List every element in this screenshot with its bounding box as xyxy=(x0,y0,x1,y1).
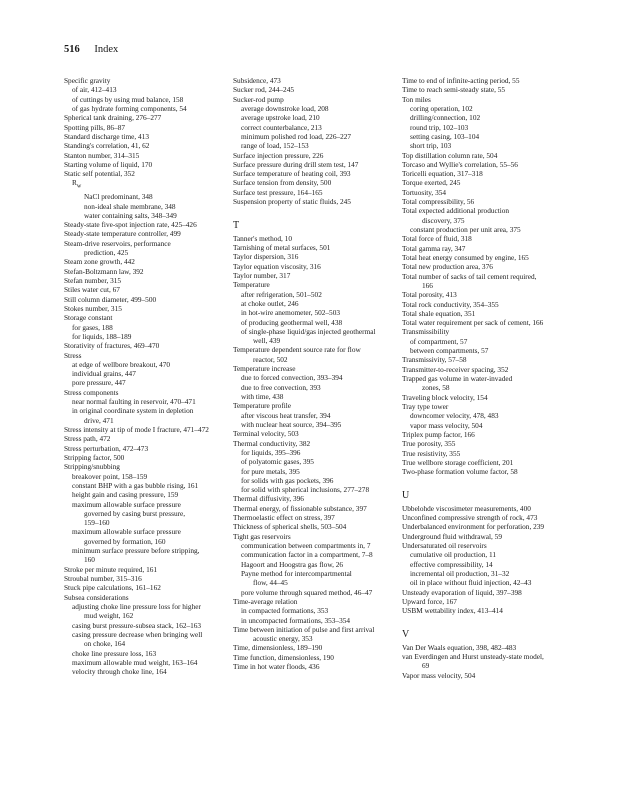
index-entry: Total rock conductivity, 354–355 xyxy=(402,299,499,309)
index-entry: Still column diameter, 499–500 xyxy=(64,294,157,304)
index-subentry: velocity through choke line, 164 xyxy=(72,667,167,677)
index-subentry: height gain and casing pressure, 159 xyxy=(72,490,179,500)
index-entry: Tray type tower xyxy=(402,401,449,411)
page-header xyxy=(64,44,118,55)
index-entry: Taylor equation viscosity, 316 xyxy=(233,261,321,271)
index-subentry: casing burst pressure-subsea stack, 162–163 xyxy=(72,620,202,630)
index-entry: Stroubal number, 315–316 xyxy=(64,574,142,584)
index-entry: Time, dimensionless, 189–190 xyxy=(233,643,323,653)
index-entry: Traveling block velocity, 154 xyxy=(402,392,488,402)
index-subentry: prediction, 425 xyxy=(84,248,129,258)
index-subentry: of gas hydrate forming components, 54 xyxy=(72,103,187,113)
index-entry: Steam zone growth, 442 xyxy=(64,257,135,267)
index-subentry: after refrigeration, 501–502 xyxy=(241,289,322,299)
index-entry: Storage constant xyxy=(64,313,113,323)
index-entry: Torcaso and Wyllie's correlation, 55–56 xyxy=(402,159,518,169)
index-subentry: incremental oil production, 31–32 xyxy=(410,568,510,578)
index-entry: Unsteady evaporation of liquid, 397–398 xyxy=(402,587,522,597)
index-entry: Spherical tank draining, 276–277 xyxy=(64,113,162,123)
index-entry: Transmitter-to-receiver spacing, 352 xyxy=(402,364,509,374)
index-entry: Total porosity, 413 xyxy=(402,290,457,300)
index-subentry: drive, 471 xyxy=(84,415,114,425)
index-subentry: Hagoort and Hoogstra gas flow, 26 xyxy=(241,559,344,569)
index-entry: Thermal diffusivity, 396 xyxy=(233,494,304,504)
index-subentry: maximum allowable surface pressure xyxy=(72,499,181,509)
index-entry: Vapor mass velocity, 504 xyxy=(402,670,476,680)
index-entry: Stuck pipe calculations, 161–162 xyxy=(64,583,161,593)
index-entry: Ubbelohde viscosimeter measurements, 400 xyxy=(402,503,531,513)
index-entry: Stiles water cut, 67 xyxy=(64,285,120,295)
page-number: 516 xyxy=(64,44,80,55)
index-subentry: communication factor in a compartment, 7–8 xyxy=(241,550,373,560)
index-subentry: near normal faulting in reservoir, 470–471 xyxy=(72,397,196,407)
index-subentry: communication between compartments in, 7 xyxy=(241,541,371,550)
index-subentry: reactor, 502 xyxy=(253,354,288,364)
index-subentry: zones, 58 xyxy=(422,383,450,393)
index-subentry: average upstroke load, 210 xyxy=(241,113,320,123)
index-subentry: for liquids, 188–189 xyxy=(72,331,132,341)
index-entry: Undersaturated oil reservoirs xyxy=(402,541,487,550)
index-entry: Temperature xyxy=(233,280,270,290)
index-subentry: of polyatomic gases, 395 xyxy=(241,457,314,467)
index-entry: Tortuosity, 354 xyxy=(402,187,447,197)
index-subentry: casing pressure decrease when bringing well xyxy=(72,629,203,639)
index-subentry: on choke, 164 xyxy=(84,639,126,649)
index-entry: Sucker-rod pump xyxy=(233,94,284,104)
index-entry: Surface pressure during drill stem test, 147 xyxy=(233,159,359,169)
index-entry: Total heat energy consumed by engine, 165 xyxy=(402,252,529,262)
index-subentry: in compacted formations, 353 xyxy=(241,606,329,616)
index-entry: Temperature dependent source rate for flow xyxy=(233,345,361,355)
index-subentry: adjusting choke line pressure loss for higher xyxy=(72,601,201,611)
index-entry: Total compressibility, 56 xyxy=(402,197,475,207)
index-entry: Stroke per minute required, 161 xyxy=(64,564,158,574)
index-entry: Stress xyxy=(64,350,82,360)
index-entry: Time to end of infinite-acting period, 55 xyxy=(402,76,520,85)
index-entry: Triplex pump factor, 166 xyxy=(402,429,475,439)
index-entry: Total gamma ray, 347 xyxy=(402,243,466,253)
index-entry: Taylor number, 317 xyxy=(233,270,291,280)
index-entry: Unconfined compressive strength of rock, 473 xyxy=(402,513,538,523)
index-subentry: NaCl predominant, 348 xyxy=(84,192,153,202)
index-subentry: maximum allowable mud weight, 163–164 xyxy=(72,657,198,667)
index-subentry: cumulative oil production, 11 xyxy=(410,550,497,560)
index-subentry: mud weight, 162 xyxy=(84,611,134,621)
section-letter: U xyxy=(402,489,410,501)
index-subentry: after viscous heat transfer, 394 xyxy=(241,410,331,420)
index-subentry: with nuclear heat source, 394–395 xyxy=(241,419,342,429)
index-entry: Steam-drive reservoirs, performance xyxy=(64,238,171,248)
index-subentry: for pure metals, 395 xyxy=(241,466,300,476)
index-entry: Upward force, 167 xyxy=(402,596,457,606)
index-subentry: at choke outlet, 246 xyxy=(241,298,299,308)
index-subentry: non-ideal shale membrane, 348 xyxy=(84,201,176,211)
index-entry: Trapped gas volume in water-invaded xyxy=(402,374,513,383)
index-subentry: drilling/connection, 102 xyxy=(410,113,481,123)
index-entry: Toricelli equation, 317–318 xyxy=(402,169,483,179)
index-entry: Stress intensity at tip of mode I fracture, 471–472 xyxy=(64,425,209,435)
index-subentry: in original coordinate system in depletion xyxy=(72,406,194,416)
index-subentry: $R_w$ xyxy=(72,178,82,190)
index-subentry: 160 xyxy=(84,555,95,565)
index-subentry: due to free convection, 393 xyxy=(241,382,321,392)
index-entry: Stanton number, 314–315 xyxy=(64,150,140,160)
index-subentry: constant production per unit area, 375 xyxy=(410,225,521,234)
index-subentry: for liquids, 395–396 xyxy=(241,447,301,457)
index-entry: Stripping factor, 500 xyxy=(64,452,125,462)
index-entry: Total water requirement per sack of cement, 166 xyxy=(402,318,544,328)
index-entry: Total expected additional production xyxy=(402,206,510,216)
index-entry: Standing's correlation, 41, 62 xyxy=(64,141,150,151)
index-entry: Total new production area, 376 xyxy=(402,262,493,272)
index-entry: Temperature increase xyxy=(233,364,296,374)
section-spacer xyxy=(233,206,401,215)
index-entry: Time to reach semi-steady state, 55 xyxy=(402,85,506,95)
index-entry: Spotting pills, 86–87 xyxy=(64,122,126,132)
index-entry: Tight gas reservoirs xyxy=(233,531,291,541)
index-subentry: effective compressibility, 14 xyxy=(410,559,493,569)
index-entry: Steady-state five-spot injection rate, 425–426 xyxy=(64,220,197,230)
index-subentry: minimum polished rod load, 226–227 xyxy=(241,131,352,141)
index-entry: Terminal velocity, 503 xyxy=(233,429,299,439)
index-entry: True porosity, 355 xyxy=(402,439,456,449)
index-subentry: minimum surface pressure before stripping, xyxy=(72,546,200,556)
index-subentry: in hot-wire anemometer, 502–503 xyxy=(241,308,340,318)
index-subentry: of producing geothermal well, 438 xyxy=(241,317,343,327)
index-subentry: flow, 44–45 xyxy=(253,578,288,588)
index-subentry: maximum allowable surface pressure xyxy=(72,527,181,537)
index-entry: Starting volume of liquid, 170 xyxy=(64,159,153,169)
index-subentry: range of load, 152–153 xyxy=(241,141,309,151)
index-subentry: individual grains, 447 xyxy=(72,369,136,379)
index-column-3 xyxy=(402,76,570,680)
index-entry: Stress path, 472 xyxy=(64,434,111,444)
index-entry: Time in hot water floods, 436 xyxy=(233,662,320,672)
index-subentry: at edge of wellbore breakout, 470 xyxy=(72,359,171,369)
index-subentry: breakover point, 158–159 xyxy=(72,471,148,481)
index-subentry: downcomer velocity, 478, 483 xyxy=(410,411,499,421)
index-subentry: governed by formation, 160 xyxy=(84,536,166,546)
index-entry: Underground fluid withdrawal, 59 xyxy=(402,531,502,541)
index-subentry: between compartments, 57 xyxy=(410,346,489,356)
index-entry: Thermoelastic effect on stress, 397 xyxy=(233,513,335,523)
index-subentry: pore volume through squared method, 46–47 xyxy=(241,587,373,597)
index-subentry: 166 xyxy=(422,280,433,290)
index-entry: Stokes number, 315 xyxy=(64,303,122,313)
index-entry: Tarnishing of metal surfaces, 501 xyxy=(233,243,331,252)
index-entry: Total number of sacks of tail cement required, xyxy=(402,271,537,281)
running-title: Index xyxy=(94,44,119,55)
index-subentry: oil in place without fluid injection, 42–43 xyxy=(410,578,532,588)
index-entry: Subsidence, 473 xyxy=(233,76,281,85)
index-entry: Surface test pressure, 164–165 xyxy=(233,187,323,197)
index-entry: Transmissibility xyxy=(402,327,450,337)
index-subentry: of cuttings by using mud balance, 158 xyxy=(72,94,184,104)
index-subentry: for solid with spherical inclusions, 277–278 xyxy=(241,485,370,495)
index-subentry: vapor mass velocity, 504 xyxy=(410,420,483,430)
index-entry: Surface tension from density, 500 xyxy=(233,178,332,188)
index-entry: Time-average relation xyxy=(233,596,298,606)
index-subentry: of single-phase liquid/gas injected geothermal xyxy=(241,326,376,336)
index-entry: Top distillation column rate, 504 xyxy=(402,150,498,160)
index-subentry: choke line pressure loss, 163 xyxy=(72,648,157,658)
subscript: w xyxy=(76,183,82,190)
index-entry: Stress components xyxy=(64,387,119,397)
index-subentry: 69 xyxy=(422,661,430,671)
index-entry: Van Der Waals equation, 398, 482–483 xyxy=(402,642,517,652)
index-entry: Stress perturbation, 472–473 xyxy=(64,443,149,453)
index-entry: Temperature profile xyxy=(233,401,292,411)
index-subentry: for gases, 188 xyxy=(72,322,113,332)
index-entry: True wellbore storage coefficient, 201 xyxy=(402,457,514,467)
index-entry: Stripping/snubbing xyxy=(64,462,120,472)
index-entry: Tanner's method, 10 xyxy=(233,233,292,243)
index-subentry: 159–160 xyxy=(84,518,110,528)
index-subentry: discovery, 375 xyxy=(422,215,465,225)
index-subentry: with time, 438 xyxy=(241,392,284,401)
index-subentry: due to forced convection, 393–394 xyxy=(241,373,343,383)
section-spacer xyxy=(402,476,570,485)
index-entry: True resistivity, 355 xyxy=(402,448,461,458)
index-subentry: setting casing, 103–104 xyxy=(410,131,480,141)
index-subentry: for solids with gas pockets, 396 xyxy=(241,475,334,485)
index-entry: Static self potential, 352 xyxy=(64,169,135,179)
index-subentry: pore pressure, 447 xyxy=(72,378,126,388)
index-entry: Total shale equation, 351 xyxy=(402,308,476,318)
index-entry: Specific gravity xyxy=(64,76,111,85)
index-subentry: water containing salts, 348–349 xyxy=(84,210,177,220)
index-subentry: coring operation, 102 xyxy=(410,103,473,113)
index-entry: Taylor dispersion, 316 xyxy=(233,252,299,262)
index-subentry: of air, 412–413 xyxy=(72,85,117,95)
index-subentry: short trip, 103 xyxy=(410,141,452,151)
index-entry: USBM wettability index, 413–414 xyxy=(402,606,503,616)
index-entry: Thermal energy, of fissionable substance, 397 xyxy=(233,503,367,513)
index-entry: Stefan number, 315 xyxy=(64,276,122,286)
index-entry: Steady-state temperature controller, 499 xyxy=(64,229,181,239)
index-entry: Surface temperature of heating coil, 393 xyxy=(233,169,351,179)
index-entry: Thickness of spherical shells, 503–504 xyxy=(233,522,347,532)
index-subentry: Payne method for intercompartmental xyxy=(241,568,352,578)
index-subentry: well, 439 xyxy=(253,336,281,346)
index-subentry: round trip, 102–103 xyxy=(410,122,469,132)
index-entry: Sucker rod, 244–245 xyxy=(233,85,295,95)
index-entry: van Everdingen and Hurst unsteady-state model, xyxy=(402,652,544,662)
index-entry: Transmissivity, 57–58 xyxy=(402,355,467,365)
index-entry: Storativity of fractures, 469–470 xyxy=(64,341,160,351)
index-entry: Time between initiation of pulse and first arrival xyxy=(233,624,375,634)
index-entry: Subsea considerations xyxy=(64,592,129,602)
index-entry: Torque exerted, 245 xyxy=(402,178,461,188)
index-entry: Total force of fluid, 318 xyxy=(402,234,472,244)
index-entry: Suspension property of static fluids, 245 xyxy=(233,197,351,207)
index-entry: Ton miles xyxy=(402,94,431,104)
index-entry: Underbalanced environment for perforation, 239 xyxy=(402,522,545,532)
index-entry: Two-phase formation volume factor, 58 xyxy=(402,467,518,477)
index-subentry: governed by casing burst pressure, xyxy=(84,508,186,518)
index-subentry: constant BHP with a gas bubble rising, 161 xyxy=(72,480,199,490)
section-spacer xyxy=(402,616,570,625)
index-subentry: of compartment, 57 xyxy=(410,336,468,346)
index-subentry: correct counterbalance, 213 xyxy=(241,122,322,132)
index-entry: Surface injection pressure, 226 xyxy=(233,150,324,160)
index-column-2 xyxy=(233,76,401,671)
index-entry: Thermal conductivity, 382 xyxy=(233,438,311,448)
index-subentry: acoustic energy, 353 xyxy=(253,634,313,644)
index-entry: Stefan-Boltzmann law, 392 xyxy=(64,266,144,276)
index-column-1 xyxy=(64,76,232,676)
index-entry: Standard discharge time, 413 xyxy=(64,131,149,141)
section-letter: T xyxy=(233,219,240,231)
index-subentry: in uncompacted formations, 353–354 xyxy=(241,615,351,625)
index-subentry: average downstroke load, 208 xyxy=(241,103,329,113)
section-letter: V xyxy=(402,628,410,640)
index-entry: Time function, dimensionless, 190 xyxy=(233,652,334,662)
